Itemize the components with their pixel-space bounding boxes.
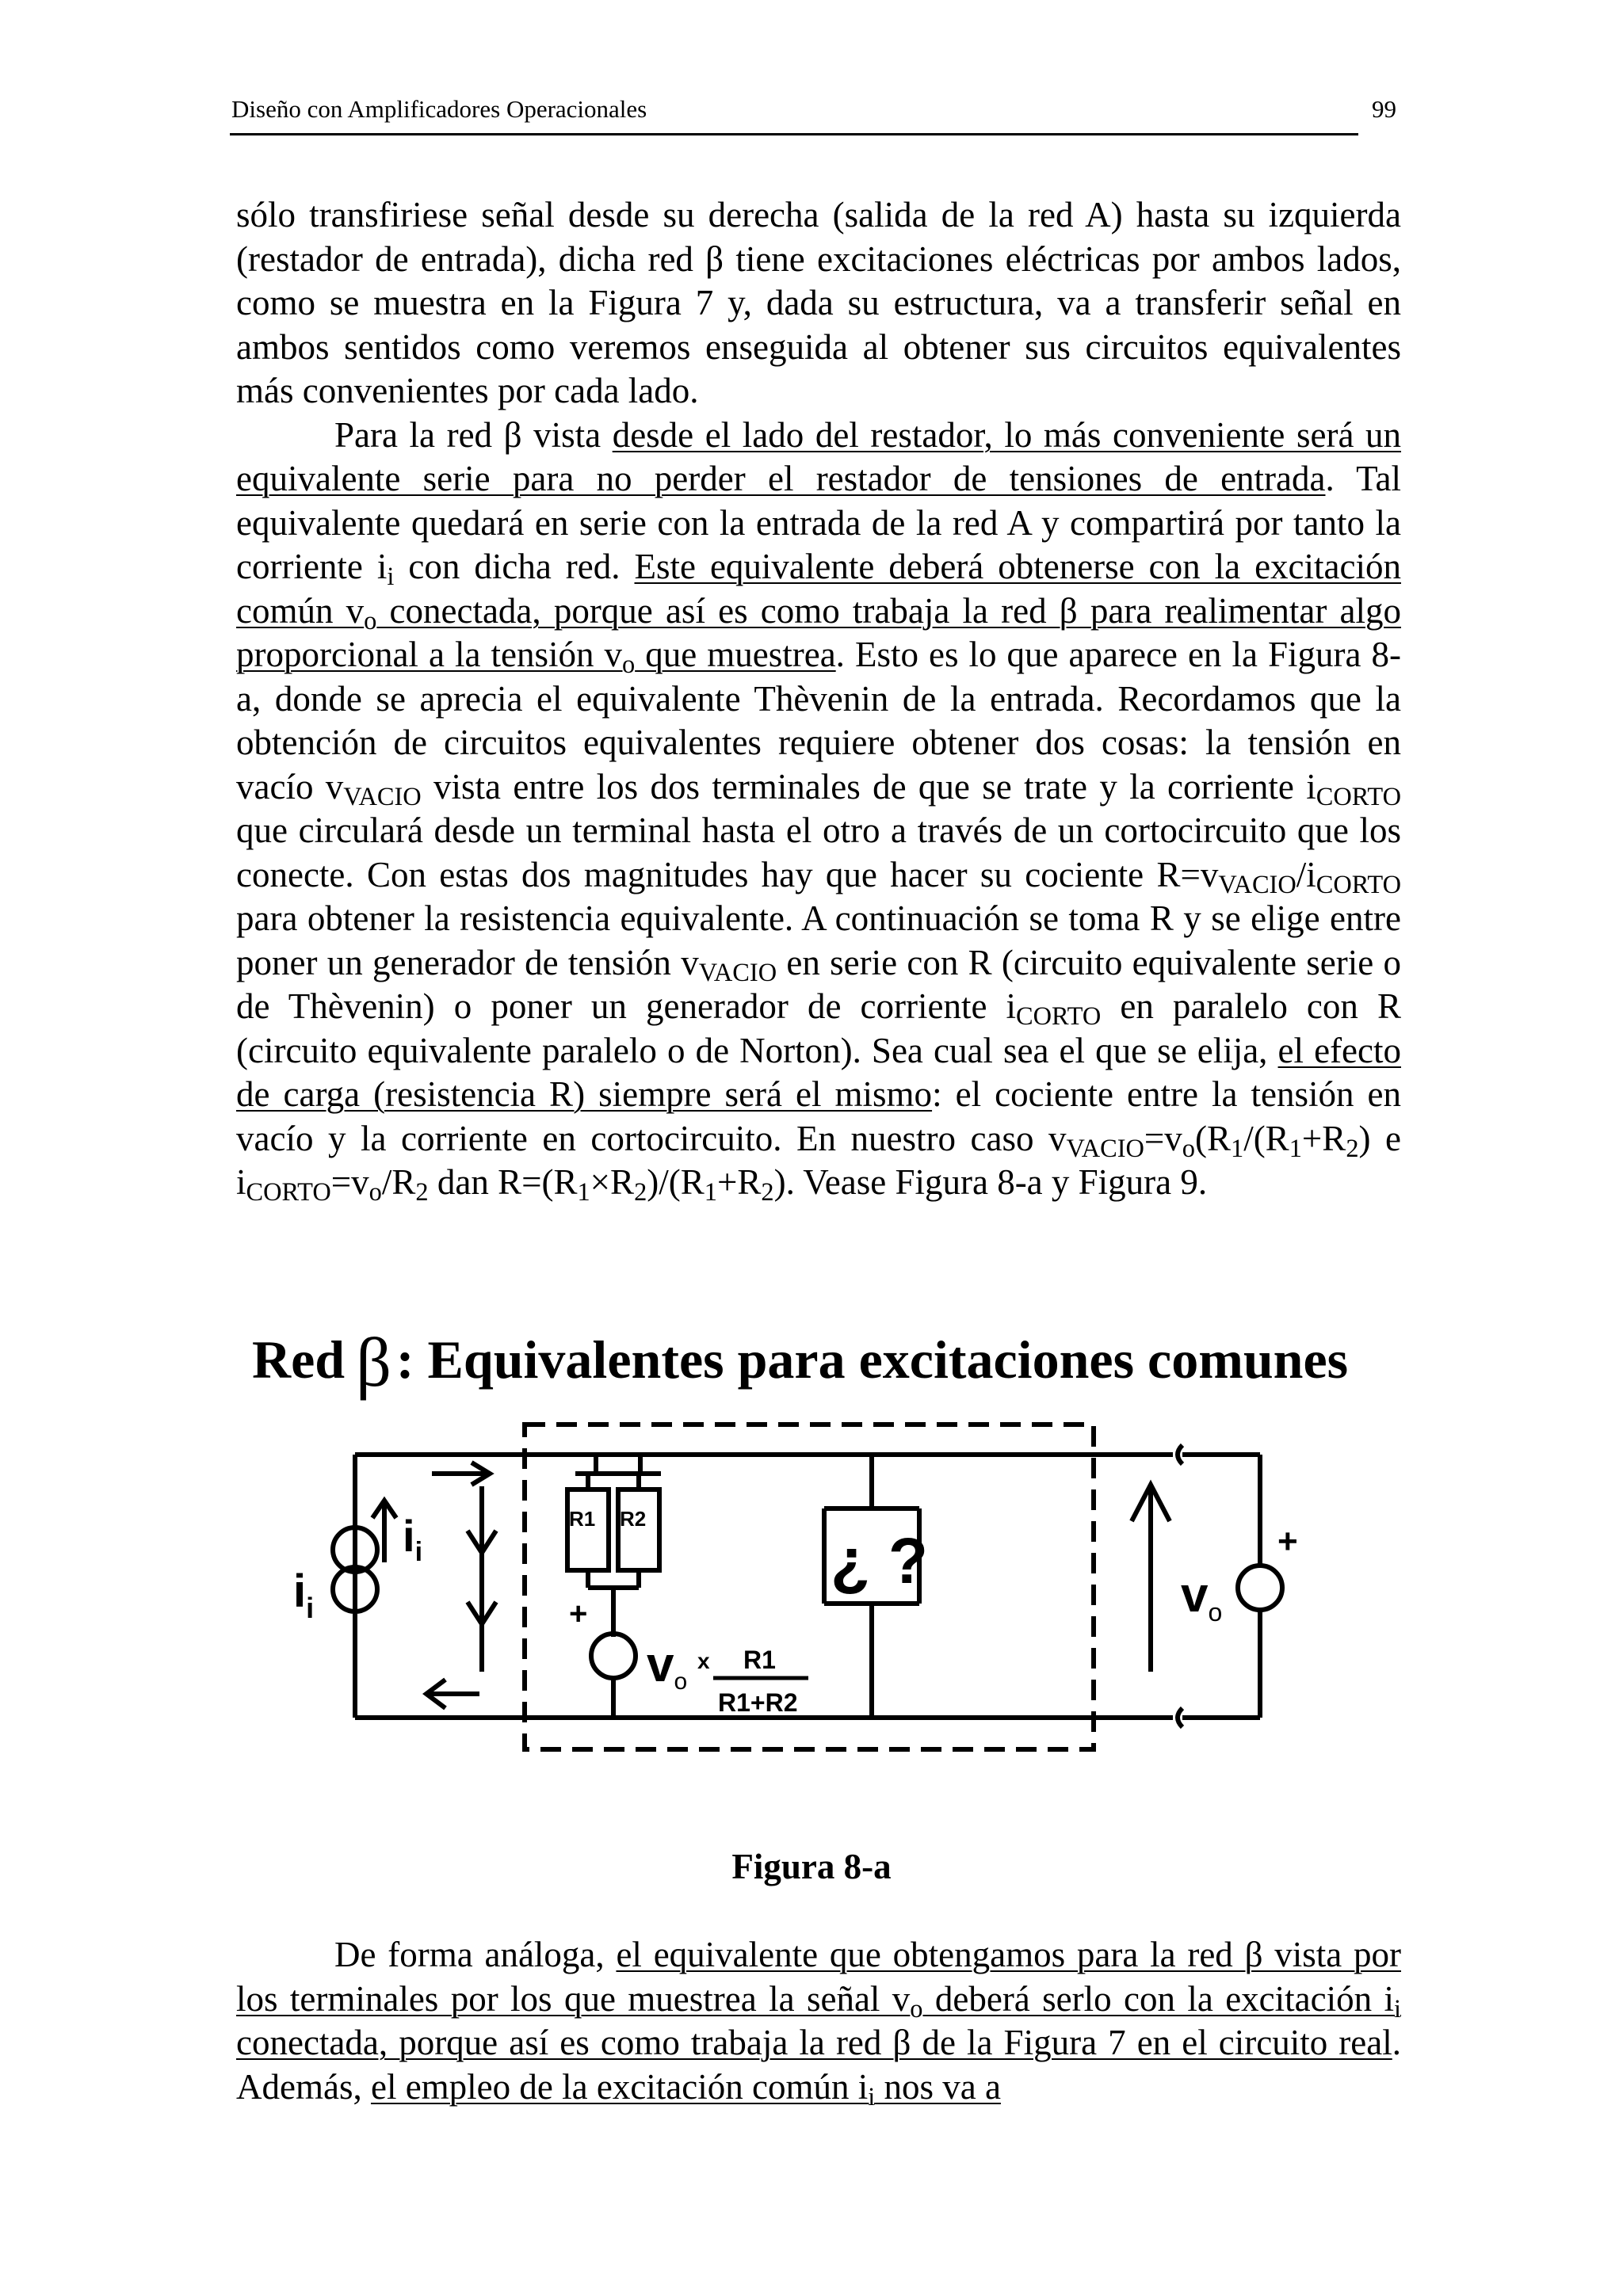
subscript: o bbox=[622, 650, 636, 680]
label-vo-series bbox=[647, 1638, 687, 1695]
underlined-text bbox=[370, 2066, 1001, 2111]
label-i-sub: i bbox=[414, 1537, 423, 1567]
text-run: Este equivalente deberá obtenerse con la excitación común v bbox=[236, 547, 1401, 631]
label-v: v bbox=[1181, 1568, 1209, 1623]
text-run: en serie con R (circuito equivalente serie o de Thèvenin) o poner un generador de corriente i bbox=[236, 942, 1401, 1026]
paragraph-3 bbox=[236, 1933, 1401, 2109]
label-i-sub: i bbox=[306, 1592, 315, 1624]
terminal-bottom bbox=[1178, 1708, 1182, 1727]
figure-title bbox=[252, 1315, 1349, 1402]
text-run: )/(R bbox=[647, 1162, 705, 1202]
page-number: 99 bbox=[1372, 95, 1396, 123]
text-run: con dicha red. bbox=[394, 547, 635, 586]
text-run: (R bbox=[1194, 1118, 1231, 1158]
text-run: que circulará desde un terminal hasta el otro a través de un cortocircuito que los conecte. Con estas dos magnitudes hay que hacer su cociente R=v bbox=[236, 810, 1401, 894]
body-text-bottom bbox=[236, 1933, 1401, 2109]
voltage-source-series bbox=[591, 1634, 636, 1678]
label-frac-num: R1 bbox=[743, 1646, 776, 1674]
circuit-wires bbox=[333, 1425, 1282, 1749]
label-o: o bbox=[1208, 1598, 1223, 1627]
text-run: . Además, bbox=[236, 2023, 1401, 2107]
text-run: el equivalente que obtengamos para la red β vista por los terminales por los que muestrea la señal v bbox=[236, 1935, 1401, 2019]
circuit-diagram bbox=[269, 1410, 1300, 1775]
body-text-top bbox=[236, 193, 1401, 1205]
subscript: 2 bbox=[1346, 1134, 1359, 1163]
label-r1: R1 bbox=[569, 1507, 596, 1531]
output-voltage-source bbox=[1238, 1566, 1282, 1610]
figure-title-prefix: Red bbox=[252, 1329, 346, 1390]
figure-title-beta: β bbox=[356, 1325, 391, 1402]
subscript: 2 bbox=[761, 1178, 774, 1207]
text-run: ×R bbox=[590, 1162, 635, 1202]
text-run: /(R bbox=[1243, 1118, 1289, 1158]
text-run: ). Vease Figura 8-a y Figura 9. bbox=[773, 1162, 1208, 1202]
subscript: 1 bbox=[1230, 1134, 1244, 1163]
subscript: VACIO bbox=[1218, 870, 1296, 899]
text-run: que muestrea bbox=[635, 635, 836, 674]
label-times: x bbox=[697, 1649, 710, 1673]
text-run: para obtener la resistencia equivalente. A continuación se toma R y se elige entre poner un generador de tensión v bbox=[236, 898, 1401, 982]
text-run: +R bbox=[716, 1162, 762, 1202]
text-run: +R bbox=[1301, 1118, 1346, 1158]
subscript: 2 bbox=[634, 1178, 647, 1207]
text-run: . Tal equivalente quedará en serie con la entrada de la red A y compartirá por tanto la corriente i bbox=[236, 459, 1401, 586]
text-run: /i bbox=[1296, 854, 1316, 894]
subscript: CORTO bbox=[246, 1178, 331, 1207]
subscript: CORTO bbox=[1316, 870, 1401, 899]
figure-title-suffix: : Equivalentes para excitaciones comunes bbox=[395, 1329, 1349, 1390]
label-vo-output bbox=[1181, 1568, 1222, 1627]
subscript: o bbox=[1182, 1134, 1195, 1163]
subscript: o bbox=[369, 1178, 382, 1207]
text-run: conectada, porque así es como trabaja la red β para realimentar algo proporcional a la tensión v bbox=[236, 590, 1401, 674]
text-run: nos va a bbox=[875, 2066, 1001, 2107]
text-run: el empleo de la excitación común i bbox=[370, 2066, 869, 2107]
terminal-top bbox=[1178, 1445, 1182, 1464]
text-run: ) e i bbox=[236, 1118, 1401, 1202]
paragraph-1 bbox=[236, 193, 1401, 414]
running-title: Diseño con Amplificadores Operacionales bbox=[231, 95, 647, 123]
label-i: i bbox=[403, 1511, 415, 1561]
label-o: o bbox=[674, 1669, 688, 1695]
subscript: o bbox=[364, 606, 377, 635]
running-header bbox=[230, 93, 1396, 135]
text-run: /R bbox=[381, 1162, 416, 1202]
subscript: 1 bbox=[704, 1178, 717, 1207]
subscript: VACIO bbox=[1066, 1134, 1144, 1163]
text-run: deberá serlo con la excitación i bbox=[922, 1978, 1394, 2019]
label-i: i bbox=[293, 1566, 307, 1617]
text-run: vista entre los dos terminales de que se trate y la corriente i bbox=[421, 766, 1316, 807]
label-ii-left bbox=[293, 1566, 314, 1624]
text-run: Para la red β vista bbox=[334, 414, 613, 455]
text-run: sólo transfiriese señal desde su derecha (salida de la red A) hasta su izquierda (restador de entrada), dicha red β tiene excitaciones eléctricas por ambos lados, como se muestra en la Figura 7 y, dada su estructura, va a transferir señal en ambos sentidos como veremos enseguida al obtener sus circuitos equivalentes más convenientes por cada lado. bbox=[236, 195, 1401, 410]
subscript: 1 bbox=[1289, 1134, 1302, 1163]
label-ii-arrow bbox=[403, 1511, 422, 1567]
figure-caption: Figura 8-a bbox=[731, 1847, 892, 1886]
label-r2: R2 bbox=[620, 1507, 647, 1531]
text-run: . Esto es lo que aparece en la Figura 8-a, donde se aprecia el equivalente Thèvenin de la entrada. Recordamos que la obtención de circuitos equivalentes requiere obtener dos cosas: la tensión en vacío v bbox=[236, 635, 1401, 807]
subscript: CORTO bbox=[1316, 782, 1401, 811]
subscript: 2 bbox=[415, 1178, 429, 1207]
text-run: en paralelo con R (circuito equivalente paralelo o de Norton). Sea cual sea el que se elija, bbox=[236, 986, 1401, 1070]
text-run: : el cociente entre la tensión en vacío y la corriente en cortocircuito. En nuestro caso v bbox=[236, 1074, 1401, 1158]
subscript: VACIO bbox=[698, 958, 777, 987]
subscript: VACIO bbox=[343, 782, 422, 811]
text-run: dan R=(R bbox=[428, 1162, 578, 1202]
subscript: CORTO bbox=[1016, 1002, 1102, 1032]
subscript: i bbox=[868, 2082, 876, 2111]
paragraph-2 bbox=[236, 414, 1401, 1205]
label-plus-output: + bbox=[1277, 1522, 1298, 1561]
subscript: o bbox=[910, 1994, 923, 2023]
label-frac-den: R1+R2 bbox=[718, 1688, 798, 1717]
subscript: i bbox=[1394, 1994, 1401, 2023]
text-run: =v bbox=[1144, 1118, 1182, 1158]
text-run: =v bbox=[330, 1162, 369, 1202]
subscript: i bbox=[387, 563, 395, 592]
text-run: De forma análoga, bbox=[334, 1935, 617, 1974]
label-question: ¿ ? bbox=[831, 1525, 928, 1597]
text-run: conectada, porque así es como trabaja la red β de la Figura 7 en el circuito real bbox=[236, 2023, 1392, 2062]
underlined-text: desde el lado del restador, lo más conveniente será un equivalente serie para no perder el restador de tensiones de entrada bbox=[236, 414, 1401, 498]
subscript: 1 bbox=[577, 1178, 590, 1207]
label-plus-series: + bbox=[569, 1596, 588, 1631]
underlined-text: el efecto de carga (resistencia R) siempre será el mismo bbox=[236, 1030, 1401, 1114]
label-v: v bbox=[647, 1638, 674, 1692]
